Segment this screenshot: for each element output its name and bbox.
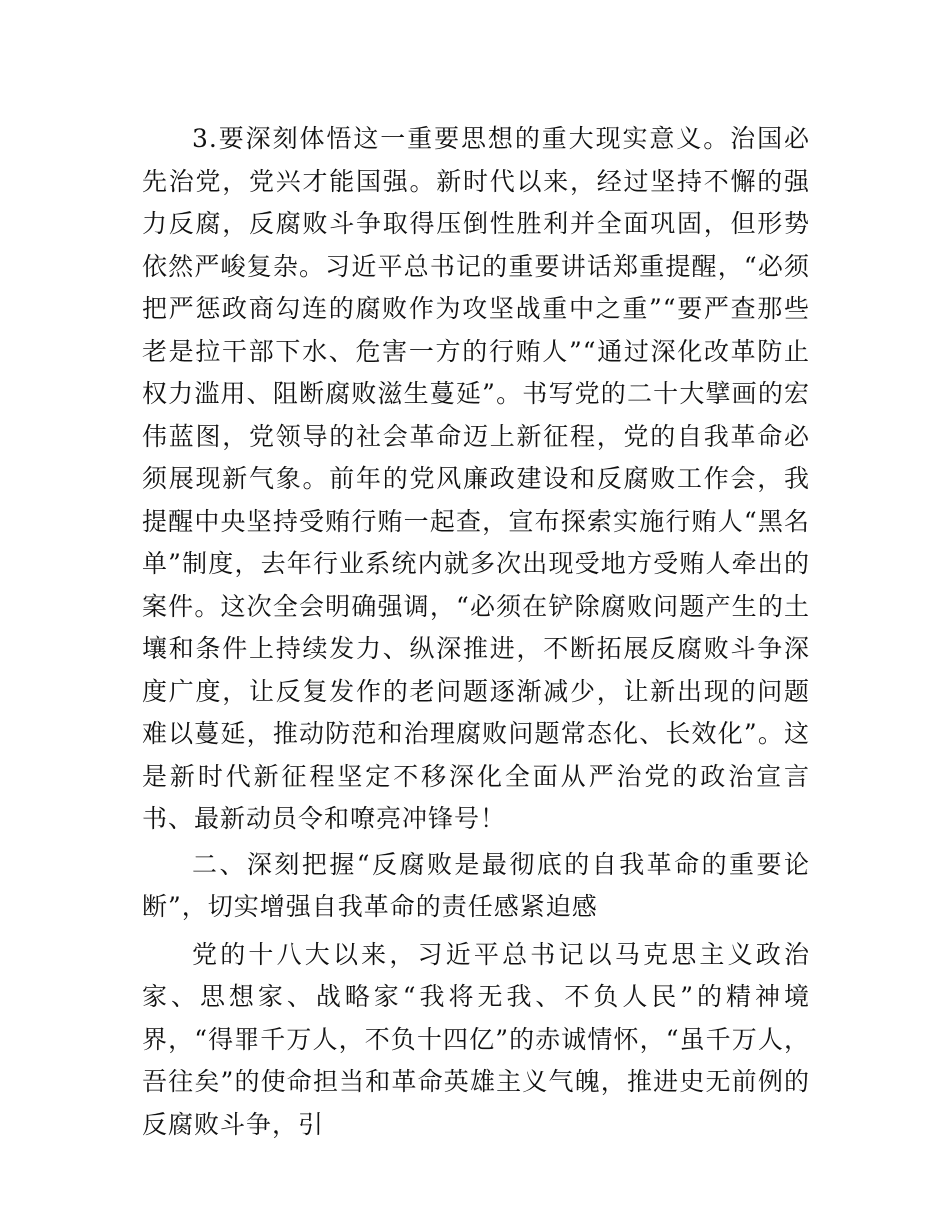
document-page: [142, 118, 810, 1146]
body-paragraph-2: 党的十八大以来，习近平总书记以马克思主义政治家、思想家、战略家“我将无我、不负人民”的精神境界，“得罪千万人，不负十四亿”的赤诚情怀，“虽千万人，吾往矣”的使命担当和革命英雄主义气魄，推进史无前例的反腐败斗争，引: [142, 939, 810, 1139]
body-paragraph-1: 3.要深刻体悟这一重要思想的重大现实意义。治国必先治党，党兴才能国强。新时代以来，经过坚持不懈的强力反腐，反腐败斗争取得压倒性胜利并全面巩固，但形势依然严峻复杂。习近平总书记的重要讲话郑重提醒，“必须把严惩政商勾连的腐败作为攻坚战重中之重”“要严查那些老是拉干部下水、危害一方的行贿人”“通过深化改革防止权力滥用、阻断腐败滋生蔓延”。书写党的二十大擘画的宏伟蓝图，党领导的社会革命迈上新征程，党的自我革命必须展现新气象。前年的党风廉政建设和反腐败工作会，我提醒中央坚持受贿行贿一起查，宣布探索实施行贿人“黑名单”制度，去年行业系统内就多次出现受地方受贿人牵出的案件。这次全会明确强调，“必须在铲除腐败问题产生的土壤和条件上持续发力、纵深推进，不断拓展反腐败斗争深度广度，让反复发作的老问题逐渐减少，让新出现的问题难以蔓延，推动防范和治理腐败问题常态化、长效化”。这是新时代新征程坚定不移深化全面从严治党的政治宣言书、最新动员令和嘹亮冲锋号！: [142, 124, 810, 833]
section-heading-2: 二、深刻把握“反腐败是最彻底的自我革命的重要论断”，切实增强自我革命的责任感紧迫感: [142, 849, 810, 921]
